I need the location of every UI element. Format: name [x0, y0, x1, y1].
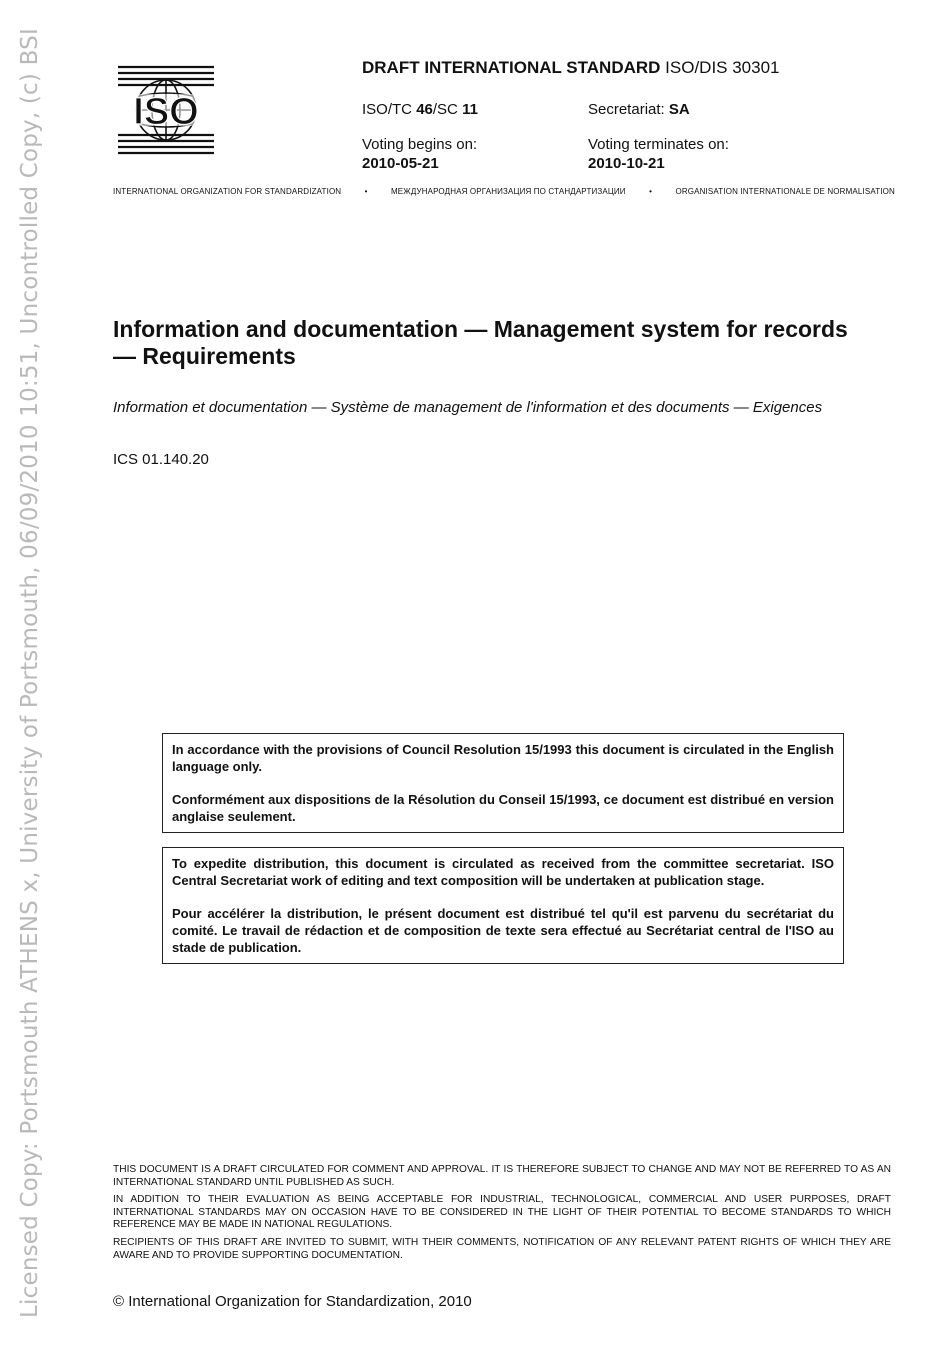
org-separator: •	[364, 187, 368, 196]
committee-reference: ISO/TC 46/SC 11	[362, 101, 478, 118]
ics-code: ICS 01.140.20	[113, 451, 209, 468]
watermark-text: Licensed Copy: Portsmouth ATHENS x, University of Portsmouth, 06/09/2010 10:51, Uncontrolled Copy, (c) BSI	[17, 28, 43, 1318]
org-name-ru: МЕЖДУНАРОДНАЯ ОРГАНИЗАЦИЯ ПО СТАНДАРТИЗАЦИИ	[390, 187, 626, 196]
voting-terminates-date: 2010-10-21	[588, 155, 665, 172]
org-name-fr: ORGANISATION INTERNATIONALE DE NORMALISATION	[675, 187, 895, 196]
draft-disclaimer	[113, 1164, 891, 1267]
distribution-notice-en: To expedite distribution, this document is circulated as received from the committee secretariat. ISO Central Secretariat work of editing and text composition will be undertaken at publication stage.	[172, 856, 834, 888]
language-notice-box	[162, 733, 844, 833]
org-separator: •	[649, 187, 653, 196]
document-reference: ISO/DIS 30301	[665, 58, 780, 77]
disclaimer-paragraph: RECIPIENTS OF THIS DRAFT ARE INVITED TO SUBMIT, WITH THEIR COMMENTS, NOTIFICATION OF ANY RELEVANT PATENT RIGHTS OF WHICH THEY ARE AWARE AND TO PROVIDE SUPPORTING DOCUMENTATION.	[113, 1236, 891, 1261]
secretariat: Secretariat: SA	[588, 101, 690, 118]
voting-terminates	[588, 135, 729, 173]
organization-line	[113, 187, 895, 196]
distribution-notice-box	[162, 847, 844, 964]
language-notice-en: In accordance with the provisions of Council Resolution 15/1993 this document is circulated in the English language only.	[172, 742, 834, 774]
distribution-notice-fr: Pour accélérer la distribution, le présent document est distribué tel qu'il est parvenu du secrétariat du comité. Le travail de rédaction et de composition de texte sera effectué au Secrétariat central de l'ISO au stade de publication.	[172, 906, 834, 955]
document-subtitle-fr: Information et documentation — Système de management de l'information et des documents — Exigences	[113, 399, 823, 416]
copyright-notice: © International Organization for Standardization, 2010	[113, 1293, 472, 1310]
voting-begins	[362, 135, 477, 173]
sc-number: 11	[462, 101, 478, 118]
disclaimer-paragraph: THIS DOCUMENT IS A DRAFT CIRCULATED FOR COMMENT AND APPROVAL. IT IS THEREFORE SUBJECT TO CHANGE AND MAY NOT BE REFERRED TO AS AN INTERNATIONAL STANDARD UNTIL PUBLISHED AS SUCH.	[113, 1164, 891, 1188]
iso-logo-icon	[116, 64, 216, 156]
language-notice-fr: Conformément aux dispositions de la Résolution du Conseil 15/1993, ce document est distribué en version anglaise seulement.	[172, 792, 834, 824]
document-title: Information and documentation — Management system for records — Requirements	[113, 316, 848, 369]
voting-begins-date: 2010-05-21	[362, 155, 439, 172]
tc-number: 46	[416, 101, 433, 118]
document-type-title	[362, 58, 780, 78]
org-name-en: INTERNATIONAL ORGANIZATION FOR STANDARDIZATION	[113, 187, 342, 196]
voting-terminates-label: Voting terminates on:	[588, 136, 729, 153]
voting-begins-label: Voting begins on:	[362, 136, 478, 153]
draft-label: DRAFT INTERNATIONAL STANDARD	[362, 58, 661, 77]
secretariat-value: SA	[668, 101, 690, 118]
iso-logo-text: ISO	[133, 91, 199, 133]
disclaimer-paragraph: IN ADDITION TO THEIR EVALUATION AS BEING ACCEPTABLE FOR INDUSTRIAL, TECHNOLOGICAL, COMMERCIAL AND USER PURPOSES, DRAFT INTERNATIONAL STANDARDS MAY ON OCCASION HAVE TO BE CONSIDERED IN THE LIGHT OF THEIR POTENTIAL TO BECOME STANDARDS TO WHICH REFERENCE MAY BE MADE IN NATIONAL REGULATIONS.	[113, 1194, 891, 1231]
